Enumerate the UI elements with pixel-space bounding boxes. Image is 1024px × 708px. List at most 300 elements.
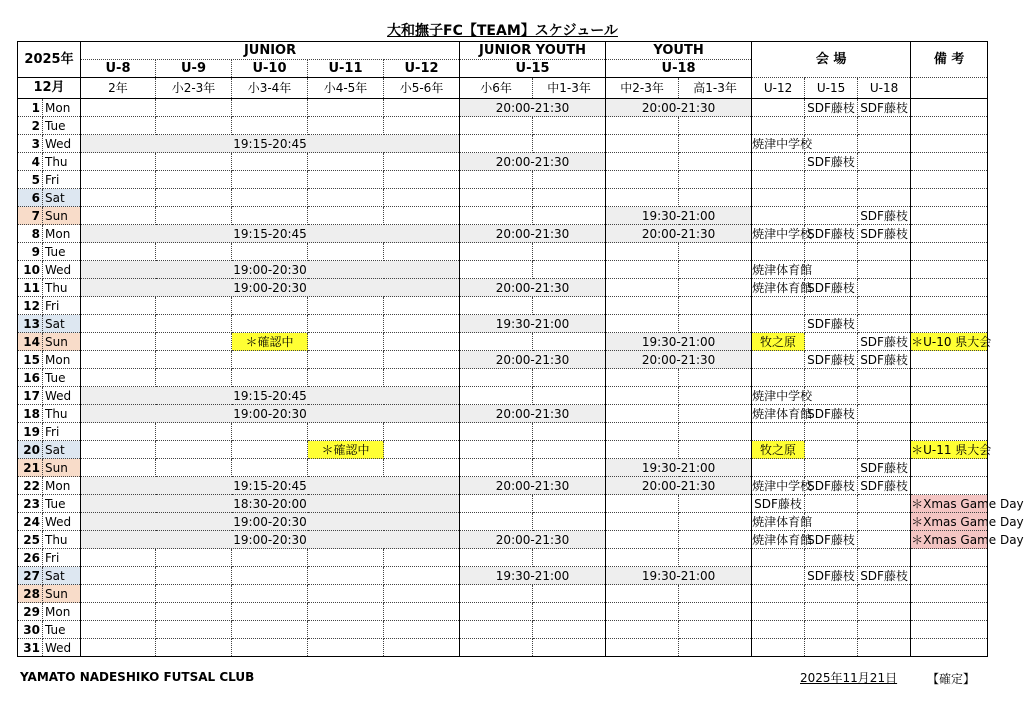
- junior-cell: [384, 369, 460, 387]
- grade-cell: 小5-6年: [384, 78, 460, 99]
- day-row: [18, 549, 988, 567]
- day-of-week: Tue: [43, 369, 81, 387]
- junior-cell: [232, 189, 308, 207]
- venue-u12: [752, 153, 805, 171]
- venue-u18: [858, 297, 911, 315]
- venue-u15: SDF藤枝: [805, 315, 858, 333]
- youth-cell: [606, 387, 679, 405]
- day-number: 22: [18, 477, 43, 495]
- day-of-week: Fri: [43, 171, 81, 189]
- junior-cell: [156, 333, 232, 351]
- venue-u12: [752, 459, 805, 477]
- junior-cell: [308, 369, 384, 387]
- junior-cell: [308, 243, 384, 261]
- junior-cell: [384, 117, 460, 135]
- venue-u12: [752, 567, 805, 585]
- venue-u18: [858, 423, 911, 441]
- youth-cell: [679, 171, 752, 189]
- junior-cell: [308, 621, 384, 639]
- youth-cell: [606, 315, 679, 333]
- venue-u18: [858, 117, 911, 135]
- note-cell: [911, 477, 988, 495]
- day-number: 14: [18, 333, 43, 351]
- junior-youth-cell: [533, 513, 606, 531]
- venue-u18: [858, 513, 911, 531]
- venue-u15: [805, 549, 858, 567]
- junior-cell: [156, 99, 232, 117]
- day-number: 8: [18, 225, 43, 243]
- venue-u18: [858, 189, 911, 207]
- day-row: [18, 315, 988, 333]
- day-number: 15: [18, 351, 43, 369]
- junior-cell: [384, 171, 460, 189]
- day-row: [18, 279, 988, 297]
- venue-u15: [805, 297, 858, 315]
- junior-youth-cell: [533, 639, 606, 657]
- junior-cell: [81, 99, 156, 117]
- day-of-week: Sat: [43, 315, 81, 333]
- day-row: [18, 153, 988, 171]
- note-cell: [911, 243, 988, 261]
- junior-cell: [308, 459, 384, 477]
- junior-youth-time: 20:00-21:30: [460, 405, 606, 423]
- junior-youth-cell: [460, 189, 533, 207]
- day-number: 12: [18, 297, 43, 315]
- junior-youth-time: 20:00-21:30: [460, 153, 606, 171]
- junior-cell: [232, 315, 308, 333]
- venue-u15: [805, 243, 858, 261]
- day-number: 2: [18, 117, 43, 135]
- junior-youth-cell: [533, 117, 606, 135]
- junior-cell: [384, 441, 460, 459]
- notes-col: [911, 78, 988, 99]
- day-number: 13: [18, 315, 43, 333]
- venue-u15: [805, 207, 858, 225]
- venue-u18: [858, 441, 911, 459]
- note-cell: ＊U-11 県大会: [911, 442, 992, 457]
- junior-time: 19:15-20:45: [81, 225, 460, 243]
- junior-cell: [384, 333, 460, 351]
- venue-u18: SDF藤枝: [858, 99, 911, 117]
- youth-cell: [679, 441, 752, 459]
- day-of-week: Sun: [43, 459, 81, 477]
- day-number: 5: [18, 171, 43, 189]
- junior-youth-cell: [460, 135, 533, 153]
- junior-cell: [232, 171, 308, 189]
- junior-youth-cell: [460, 549, 533, 567]
- status-label: 【確定】: [927, 672, 976, 686]
- note-cell: ＊Xmas Game Day: [911, 532, 1024, 547]
- day-number: 9: [18, 243, 43, 261]
- venue-u15: [805, 135, 858, 153]
- venue-u18: [858, 171, 911, 189]
- venue-u18: [858, 531, 911, 549]
- schedule-table: [17, 41, 1024, 657]
- youth-cell: [679, 639, 752, 657]
- junior-cell: [156, 117, 232, 135]
- venue-label: 会 場: [752, 42, 911, 78]
- junior-cell: [156, 423, 232, 441]
- club-name: YAMATO NADESHIKO FUTSAL CLUB: [20, 670, 255, 684]
- junior-cell: [81, 189, 156, 207]
- day-of-week: Thu: [43, 531, 81, 549]
- junior-youth-time: 20:00-21:30: [460, 279, 606, 297]
- youth-cell: [679, 405, 752, 423]
- venue-u12: 牧之原: [752, 333, 805, 351]
- note-cell: [911, 189, 988, 207]
- year-cell: 2025年: [18, 42, 81, 78]
- group-junior: JUNIOR: [81, 42, 460, 60]
- venue-u15: [805, 189, 858, 207]
- junior-time: 19:00-20:30: [81, 261, 460, 279]
- day-row: [18, 261, 988, 279]
- venue-u12: [752, 621, 805, 639]
- junior-cell: [384, 207, 460, 225]
- junior-cell: [156, 441, 232, 459]
- note-cell: [911, 171, 988, 189]
- day-row: [18, 405, 988, 423]
- venue-u12: 焼津中学校: [752, 136, 813, 151]
- note-cell: [911, 603, 988, 621]
- junior-cell: [384, 99, 460, 117]
- youth-cell: [606, 279, 679, 297]
- youth-cell: [679, 297, 752, 315]
- venue-u12: [752, 549, 805, 567]
- youth-cell: [679, 423, 752, 441]
- note-cell: ＊Xmas Game Day: [911, 514, 1024, 529]
- junior-cell: [384, 423, 460, 441]
- day-row: [18, 207, 988, 225]
- youth-cell: [606, 117, 679, 135]
- junior-cell: [156, 189, 232, 207]
- day-of-week: Sat: [43, 189, 81, 207]
- day-of-week: Fri: [43, 423, 81, 441]
- grade-cell: 小3-4年: [232, 78, 308, 99]
- junior-u10-status: ＊確認中: [232, 333, 308, 351]
- note-cell: [911, 99, 988, 117]
- junior-time: 19:15-20:45: [81, 477, 460, 495]
- junior-cell: [384, 567, 460, 585]
- junior-cell: [308, 153, 384, 171]
- venue-u12: SDF藤枝: [752, 495, 805, 513]
- junior-cell: [156, 351, 232, 369]
- junior-time: 19:00-20:30: [81, 531, 460, 549]
- junior-youth-cell: [460, 459, 533, 477]
- junior-youth-cell: [533, 549, 606, 567]
- youth-cell: [606, 369, 679, 387]
- day-row: [18, 585, 988, 603]
- youth-cell: [606, 297, 679, 315]
- junior-cell: [232, 549, 308, 567]
- youth-cell: [606, 621, 679, 639]
- youth-time: 20:00-21:30: [606, 477, 752, 495]
- junior-cell: [81, 171, 156, 189]
- youth-cell: [679, 261, 752, 279]
- junior-cell: [81, 333, 156, 351]
- junior-youth-cell: [533, 135, 606, 153]
- day-row: [18, 513, 988, 531]
- junior-cell: [81, 207, 156, 225]
- junior-cell: [232, 207, 308, 225]
- grade-cell: 高1-3年: [679, 78, 752, 99]
- youth-time: 19:30-21:00: [606, 333, 752, 351]
- venue-u18: [858, 279, 911, 297]
- venue-u15: [805, 261, 858, 279]
- junior-cell: [384, 621, 460, 639]
- venue-u15: [805, 639, 858, 657]
- venue-u12: [752, 603, 805, 621]
- junior-cell: [156, 315, 232, 333]
- day-number: 1: [18, 99, 43, 117]
- venue-u15: SDF藤枝: [805, 153, 858, 171]
- venue-u12: [752, 207, 805, 225]
- grade-cell: 小4-5年: [308, 78, 384, 99]
- junior-cell: [308, 603, 384, 621]
- day-row: [18, 387, 988, 405]
- junior-youth-time: 19:30-21:00: [460, 567, 606, 585]
- day-number: 11: [18, 279, 43, 297]
- day-of-week: Fri: [43, 297, 81, 315]
- junior-cell: [156, 621, 232, 639]
- youth-cell: [606, 495, 679, 513]
- junior-youth-cell: [460, 207, 533, 225]
- venue-u12: [752, 369, 805, 387]
- youth-time: 19:30-21:00: [606, 567, 752, 585]
- junior-cell: [308, 585, 384, 603]
- junior-time: 19:15-20:45: [81, 387, 460, 405]
- youth-cell: [679, 153, 752, 171]
- note-cell: [911, 351, 988, 369]
- venue-u15: [805, 513, 858, 531]
- junior-cell: [81, 603, 156, 621]
- venue-u18: [858, 621, 911, 639]
- junior-cell: [232, 639, 308, 657]
- venue-u15: SDF藤枝: [805, 225, 858, 243]
- junior-youth-time: 20:00-21:30: [460, 351, 606, 369]
- venue-u12: 焼津中学校: [752, 226, 813, 241]
- junior-youth-time: 20:00-21:30: [460, 531, 606, 549]
- day-row: [18, 99, 988, 117]
- note-cell: ＊U-10 県大会: [911, 334, 992, 349]
- venue-u12: [752, 315, 805, 333]
- junior-cell: [384, 243, 460, 261]
- day-of-week: Mon: [43, 351, 81, 369]
- youth-cell: [606, 639, 679, 657]
- junior-cell: [384, 459, 460, 477]
- junior-cell: [81, 117, 156, 135]
- junior-cell: [81, 351, 156, 369]
- grade-cell: 小2-3年: [156, 78, 232, 99]
- venue-u12: [752, 585, 805, 603]
- junior-youth-cell: [533, 585, 606, 603]
- day-of-week: Wed: [43, 387, 81, 405]
- venue-u15: SDF藤枝: [805, 279, 858, 297]
- venue-u15: [805, 117, 858, 135]
- note-cell: [911, 225, 988, 243]
- day-of-week: Sun: [43, 207, 81, 225]
- day-row: [18, 441, 988, 459]
- junior-youth-time: 20:00-21:30: [460, 477, 606, 495]
- venue-u12: [752, 171, 805, 189]
- junior-cell: [308, 567, 384, 585]
- junior-youth-cell: [533, 423, 606, 441]
- category-u12: U-12: [384, 60, 460, 78]
- junior-cell: [232, 423, 308, 441]
- day-number: 29: [18, 603, 43, 621]
- note-cell: [911, 207, 988, 225]
- note-cell: [911, 621, 988, 639]
- category-u15: U-15: [460, 60, 606, 78]
- day-of-week: Thu: [43, 153, 81, 171]
- youth-cell: [606, 153, 679, 171]
- page-title: 大和撫子FC【TEAM】スケジュール: [387, 23, 618, 39]
- junior-cell: [232, 567, 308, 585]
- venue-u18: SDF藤枝: [858, 207, 911, 225]
- day-of-week: Wed: [43, 639, 81, 657]
- junior-youth-cell: [460, 585, 533, 603]
- day-of-week: Wed: [43, 261, 81, 279]
- junior-cell: [384, 351, 460, 369]
- junior-cell: [156, 459, 232, 477]
- note-cell: [911, 261, 988, 279]
- junior-cell: [156, 639, 232, 657]
- junior-cell: [308, 171, 384, 189]
- youth-cell: [606, 513, 679, 531]
- day-number: 26: [18, 549, 43, 567]
- junior-youth-cell: [533, 459, 606, 477]
- day-of-week: Wed: [43, 135, 81, 153]
- venue-u18: SDF藤枝: [858, 459, 911, 477]
- day-number: 30: [18, 621, 43, 639]
- venue-u15: [805, 459, 858, 477]
- junior-cell: [81, 549, 156, 567]
- junior-cell: [81, 621, 156, 639]
- note-cell: [911, 153, 988, 171]
- youth-time: 20:00-21:30: [606, 351, 752, 369]
- youth-cell: [606, 549, 679, 567]
- junior-cell: [384, 603, 460, 621]
- day-of-week: Thu: [43, 279, 81, 297]
- junior-youth-cell: [533, 207, 606, 225]
- day-of-week: Tue: [43, 495, 81, 513]
- notes-label: 備 考: [911, 42, 988, 78]
- junior-youth-cell: [460, 369, 533, 387]
- day-number: 25: [18, 531, 43, 549]
- day-row: [18, 117, 988, 135]
- youth-time: 19:30-21:00: [606, 207, 752, 225]
- junior-cell: [156, 369, 232, 387]
- junior-time: 19:00-20:30: [81, 279, 460, 297]
- venue-u18: [858, 153, 911, 171]
- venue-u15: [805, 621, 858, 639]
- day-row: [18, 531, 988, 549]
- venue-u18: [858, 603, 911, 621]
- venue-u18: [858, 495, 911, 513]
- day-number: 31: [18, 639, 43, 657]
- youth-cell: [606, 243, 679, 261]
- youth-time: 20:00-21:30: [606, 99, 752, 117]
- venue-u12: [752, 423, 805, 441]
- venue-u12: [752, 99, 805, 117]
- junior-cell: [81, 585, 156, 603]
- venue-u12: 焼津体育館: [752, 406, 813, 421]
- youth-cell: [679, 189, 752, 207]
- junior-youth-cell: [460, 297, 533, 315]
- junior-cell: [308, 189, 384, 207]
- junior-cell: [232, 585, 308, 603]
- youth-cell: [679, 117, 752, 135]
- junior-youth-cell: [460, 261, 533, 279]
- venue-u12: [752, 189, 805, 207]
- note-cell: [911, 297, 988, 315]
- youth-cell: [606, 423, 679, 441]
- issue-date: 2025年11月21日: [800, 671, 898, 685]
- category-u8: U-8: [81, 60, 156, 78]
- day-row: [18, 459, 988, 477]
- youth-cell: [679, 369, 752, 387]
- day-number: 17: [18, 387, 43, 405]
- junior-youth-cell: [460, 603, 533, 621]
- junior-cell: [308, 639, 384, 657]
- youth-cell: [679, 621, 752, 639]
- venue-u15: [805, 441, 858, 459]
- junior-youth-cell: [460, 441, 533, 459]
- junior-cell: [156, 585, 232, 603]
- youth-cell: [679, 387, 752, 405]
- youth-cell: [679, 513, 752, 531]
- venue-u18: [858, 315, 911, 333]
- junior-youth-cell: [460, 117, 533, 135]
- venue-u12: [752, 243, 805, 261]
- venue-u15: SDF藤枝: [805, 477, 858, 495]
- note-cell: [911, 117, 988, 135]
- youth-cell: [679, 585, 752, 603]
- junior-youth-cell: [533, 369, 606, 387]
- junior-cell: [308, 351, 384, 369]
- youth-cell: [679, 279, 752, 297]
- venue-u12: 牧之原: [752, 441, 805, 459]
- day-of-week: Tue: [43, 117, 81, 135]
- junior-cell: [308, 315, 384, 333]
- venue-col-u12: U-12: [752, 78, 805, 99]
- junior-youth-time: 20:00-21:30: [460, 99, 606, 117]
- junior-cell: [232, 117, 308, 135]
- junior-cell: [156, 567, 232, 585]
- note-cell: [911, 315, 988, 333]
- junior-youth-cell: [460, 513, 533, 531]
- venue-u18: [858, 405, 911, 423]
- day-of-week: Sun: [43, 333, 81, 351]
- junior-time: 18:30-20:00: [81, 495, 460, 513]
- day-row: [18, 135, 988, 153]
- junior-cell: [384, 153, 460, 171]
- junior-cell: [81, 423, 156, 441]
- junior-youth-cell: [533, 387, 606, 405]
- note-cell: ＊Xmas Game Day: [911, 496, 1024, 511]
- note-cell: [911, 369, 988, 387]
- grade-cell: 小6年: [460, 78, 533, 99]
- day-number: 24: [18, 513, 43, 531]
- youth-cell: [679, 549, 752, 567]
- day-number: 18: [18, 405, 43, 423]
- venue-u12: 焼津中学校: [752, 478, 813, 493]
- junior-cell: [156, 549, 232, 567]
- venue-col-u18: U-18: [858, 78, 911, 99]
- junior-cell: [81, 153, 156, 171]
- day-row: [18, 225, 988, 243]
- note-cell: [911, 279, 988, 297]
- venue-col-u15: U-15: [805, 78, 858, 99]
